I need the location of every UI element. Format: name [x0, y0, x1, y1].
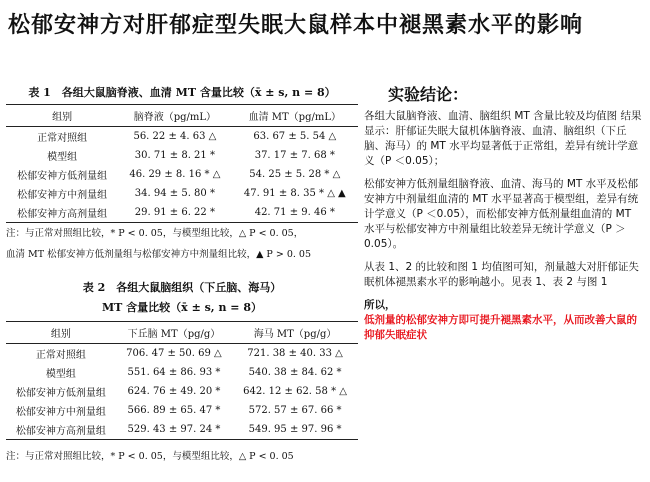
- table2-header-hypothalamus: 下丘脑 MT（pg/g）: [116, 322, 232, 344]
- table1-header-csf: 脑脊液（pg/mL）: [118, 105, 231, 127]
- group-cell: 正常对照组: [35, 350, 86, 361]
- group-cell: 模型组: [45, 369, 76, 380]
- value-cell: 529. 43 ± 97. 24 *: [116, 420, 232, 440]
- group-cell: 松郁安神方低剂量组: [15, 388, 106, 399]
- conclusion-panel: [364, 82, 642, 351]
- group-cell: 松郁安神方高剂量组: [6, 203, 118, 223]
- value-cell: 642. 12 ± 62. 58 * △: [243, 386, 347, 397]
- group-cell: 松郁安神方低剂量组: [17, 171, 108, 182]
- conclusion-paragraph-3: 从表 1、2 的比较和图 1 均值图可知，剂量越大对肝郁证失眠机体褪黑素水平的影响越小。见表 1、表 2 与图 1: [364, 261, 639, 288]
- value-cell: 46. 29 ± 8. 16 * △: [129, 169, 221, 180]
- table-row: [6, 127, 358, 147]
- table1-header-group: 组别: [6, 105, 118, 127]
- group-cell: 松郁安神方高剂量组: [6, 420, 116, 440]
- value-cell: 551. 64 ± 86. 93 *: [127, 367, 221, 378]
- value-cell: 706. 47 ± 50. 69 △: [126, 348, 222, 359]
- table2-header-hippocampus: 海马 MT（pg/g）: [232, 322, 358, 344]
- conclusion-paragraph-2: 松郁安神方低剂量组脑脊液、血清、海马的 MT 水平及松郁安神方中剂量组血清的 MT 水平显著高于模型组，差异有统计学意义（P ＜0.05），而松郁安神方低剂量组血清的 MT 水平与松郁安神方中剂量组比较差异无统计学意义（P ＞ 0.05）。: [364, 178, 639, 250]
- table2-caption-line2: MT 含量比较（x̄ ± s, n = 8）: [101, 301, 262, 314]
- group-cell: 松郁安神方中剂量组: [15, 407, 106, 418]
- table-row: [6, 203, 358, 223]
- table-row: [6, 401, 358, 420]
- table1-caption: 表 1 各组大鼠脑脊液、血清 MT 含量比较（x̄ ± s, n = 8）: [28, 86, 336, 99]
- value-cell: 30. 71 ± 8. 21 *: [134, 150, 215, 161]
- value-cell: 34. 94 ± 5. 80 *: [134, 188, 215, 199]
- table-row: [6, 420, 358, 440]
- value-cell: 63. 67 ± 5. 54 △: [253, 131, 337, 142]
- table1-header-serum: 血清 MT（pg/mL）: [232, 105, 358, 127]
- table2-header-group: 组别: [6, 322, 116, 344]
- table2-note: 注：与正常对照组比较，* P < 0. 05，与模型组比较，△ P < 0. 05: [6, 451, 294, 462]
- value-cell: 624. 76 ± 49. 20 *: [127, 386, 221, 397]
- conclusion-paragraph-1: 各组大鼠脑脊液、血清、脑组织 MT 含量比较及均值图 结果显示：肝郁证失眠大鼠机体脑脊液、血清、脑组织（下丘脑、海马）的 MT 水平均显著低于正常组，差异有统计学意义（P ＜0.05）；: [364, 110, 642, 167]
- group-cell: 松郁安神方中剂量组: [17, 190, 108, 201]
- conclusion-so-label: 所以，: [364, 299, 396, 311]
- value-cell: 47. 91 ± 8. 35 * △ ▲: [243, 188, 346, 199]
- value-cell: 566. 89 ± 65. 47 *: [127, 405, 221, 416]
- value-cell: 37. 17 ± 7. 68 *: [254, 150, 335, 161]
- table2: [6, 321, 358, 440]
- table-row: [6, 165, 358, 184]
- conclusion-heading: 实验结论：: [388, 85, 469, 104]
- table-row: [6, 146, 358, 165]
- table-row: [6, 382, 358, 401]
- table1-note-2: 血清 MT 松郁安神方低剂量组与松郁安神方中剂量组比较，▲ P > 0. 05: [6, 249, 311, 260]
- group-cell: 模型组: [47, 152, 78, 163]
- table2-caption-line1: 表 2 各组大鼠脑组织（下丘脑、海马）: [82, 281, 282, 294]
- value-cell: 549. 95 ± 97. 96 *: [232, 420, 358, 440]
- table1-note-1: 注：与正常对照组比较，* P < 0. 05，与模型组比较，△ P < 0. 05，: [6, 228, 304, 239]
- group-cell: 正常对照组: [37, 133, 88, 144]
- slide-title: 松郁安神方对肝郁症型失眠大鼠样本中褪黑素水平的影响: [8, 12, 584, 38]
- value-cell: 572. 57 ± 67. 66 *: [248, 405, 342, 416]
- value-cell: 721. 38 ± 40. 33 △: [247, 348, 343, 359]
- table-row: [6, 363, 358, 382]
- value-cell: 42. 71 ± 9. 46 *: [232, 203, 358, 223]
- table-row: [6, 184, 358, 203]
- tables-panel: [6, 84, 358, 467]
- value-cell: 29. 91 ± 6. 22 *: [118, 203, 231, 223]
- conclusion-highlight: 低剂量的松郁安神方即可提升褪黑素水平，从而改善大鼠的抑郁失眠症状: [364, 314, 637, 341]
- table-row: [6, 344, 358, 364]
- table1: [6, 104, 358, 223]
- value-cell: 56. 22 ± 4. 63 △: [133, 131, 217, 142]
- value-cell: 54. 25 ± 5. 28 * △: [249, 169, 341, 180]
- value-cell: 540. 38 ± 84. 62 *: [248, 367, 342, 378]
